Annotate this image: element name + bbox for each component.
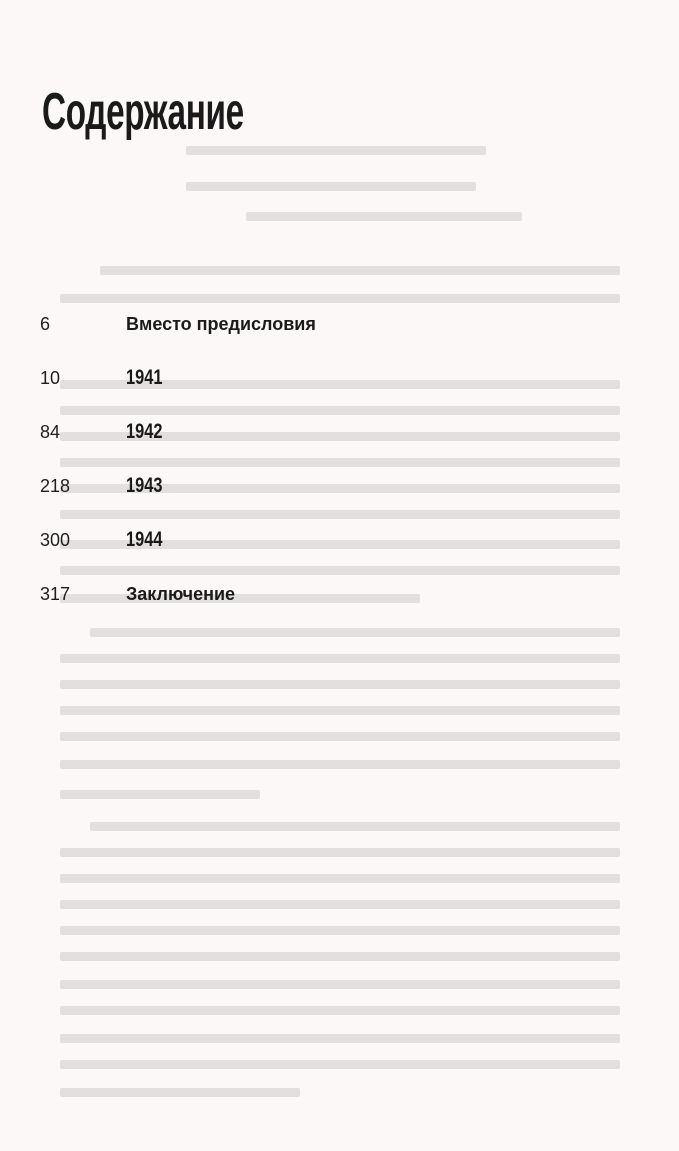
toc-entry-title: 1941 — [126, 366, 163, 389]
toc-entry-title: 1943 — [126, 474, 163, 497]
toc-page-number: 84 — [40, 422, 61, 442]
toc-entry-title: 1944 — [126, 528, 163, 551]
toc-page-number: 317 — [40, 584, 71, 604]
toc-entry[interactable] — [40, 474, 640, 508]
toc-page-number: 6 — [40, 314, 51, 334]
toc-entry[interactable] — [40, 420, 640, 454]
toc-page-number: 10 — [40, 368, 61, 388]
toc-entry[interactable] — [40, 366, 640, 400]
toc-page-number: 300 — [40, 530, 71, 550]
toc-page-number: 218 — [40, 476, 71, 496]
table-of-contents-heading: Содержание — [42, 83, 244, 141]
toc-entry-title: Вместо предисловия — [126, 314, 316, 334]
toc-entry[interactable] — [40, 582, 640, 616]
toc-entry[interactable] — [40, 312, 640, 346]
toc-entry-title: Заключение — [126, 584, 236, 604]
toc-entry[interactable] — [40, 528, 640, 562]
toc-entry-title: 1942 — [126, 420, 163, 443]
